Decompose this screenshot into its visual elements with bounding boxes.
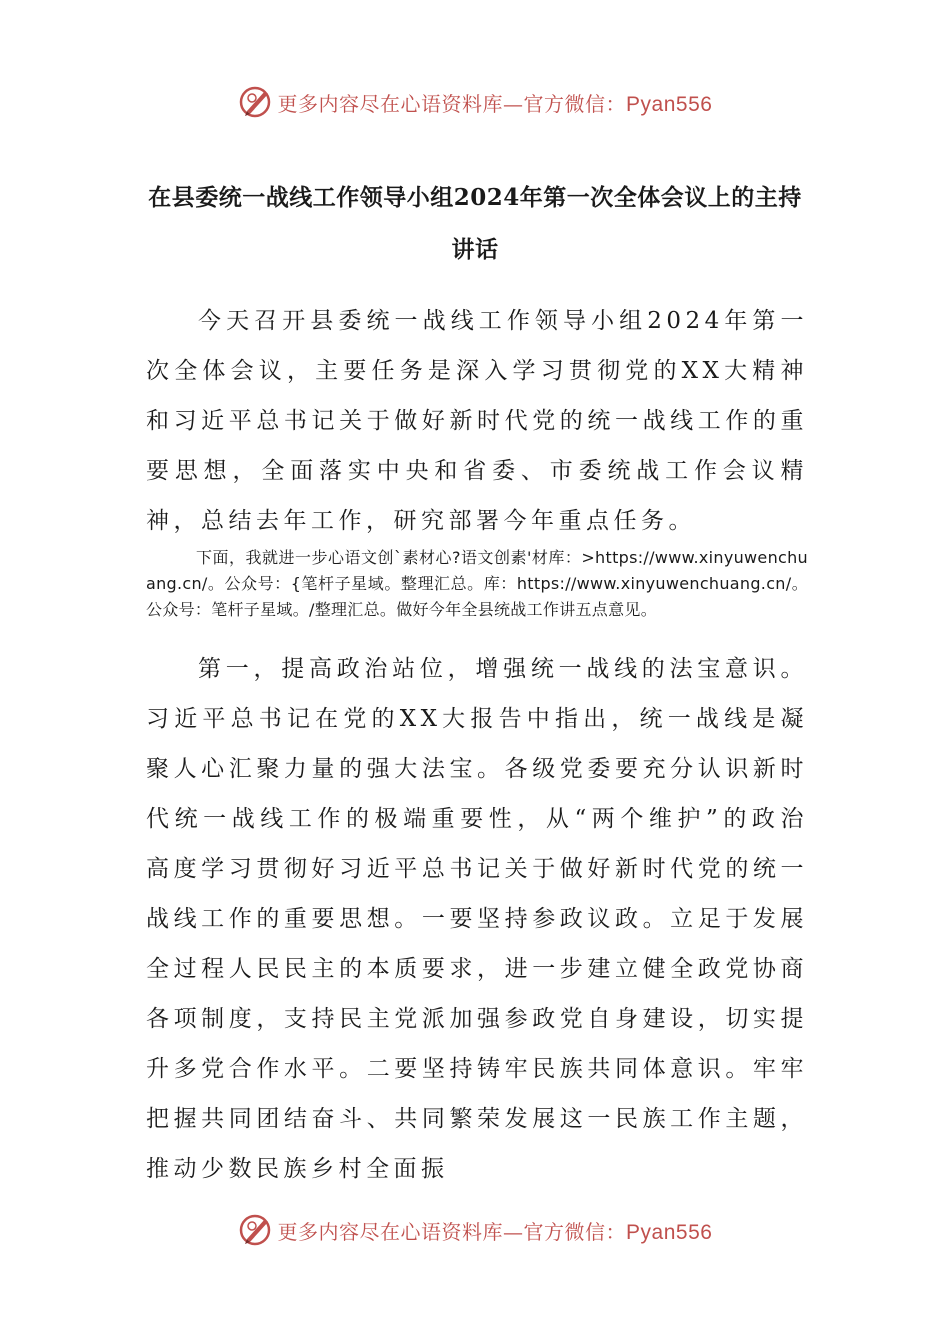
banner-text: 更多内容尽在心语资料库—官方微信：Pyan556 bbox=[277, 91, 713, 116]
wechat-id: Pyan556 bbox=[626, 1220, 713, 1244]
paragraph-transition: 下面，我就进一步心语文创`素材心?语文创素'材库：>https://www.xinyuwenchuang.cn/。公众号：{笔杆子星域。整理汇总。库：https://www.xinyuwenchuang.cn/。公众号：笔杆子星域。/整理汇总。做好今年全县统战工作讲五点意见。 bbox=[146, 548, 808, 619]
footer-banner bbox=[0, 1210, 950, 1250]
pen-logo-icon bbox=[238, 1212, 274, 1248]
banner-text: 更多内容尽在心语资料库—官方微信：Pyan556 bbox=[277, 1219, 713, 1244]
header-banner bbox=[0, 82, 950, 122]
paragraph-intro: 今天召开县委统一战线工作领导小组2024年第一次全体会议，主要任务是深入学习贯彻党的XX大精神和习近平总书记关于做好新时代党的统一战线工作的重要思想，全面落实中央和省委、市委统战工作会议精神，总结去年工作，研究部署今年重点任务。 bbox=[146, 308, 808, 534]
wechat-id: Pyan556 bbox=[626, 92, 713, 116]
document-title: 在县委统一战线工作领导小组2024年第一次全体会议上的主持讲话 bbox=[148, 184, 802, 263]
pen-logo-icon bbox=[238, 84, 274, 120]
paragraph-point-one: 第一，提高政治站位，增强统一战线的法宝意识。习近平总书记在党的XX大报告中指出，统一战线是凝聚人心汇聚力量的强大法宝。各级党委要充分认识新时代统一战线工作的极端重要性，从“两个维护”的政治高度学习贯彻好习近平总书记关于做好新时代党的统一战线工作的重要思想。一要坚持参政议政。立足于发展全过程人民民主的本质要求，进一步建立健全政党协商各项制度，支持民主党派加强参政党自身建设，切实提升多党合作水平。二要坚持铸牢民族共同体意识。牢牢把握共同团结奋斗、共同繁荣发展这一民族工作主题，推动少数民族乡村全面振 bbox=[146, 656, 808, 1182]
